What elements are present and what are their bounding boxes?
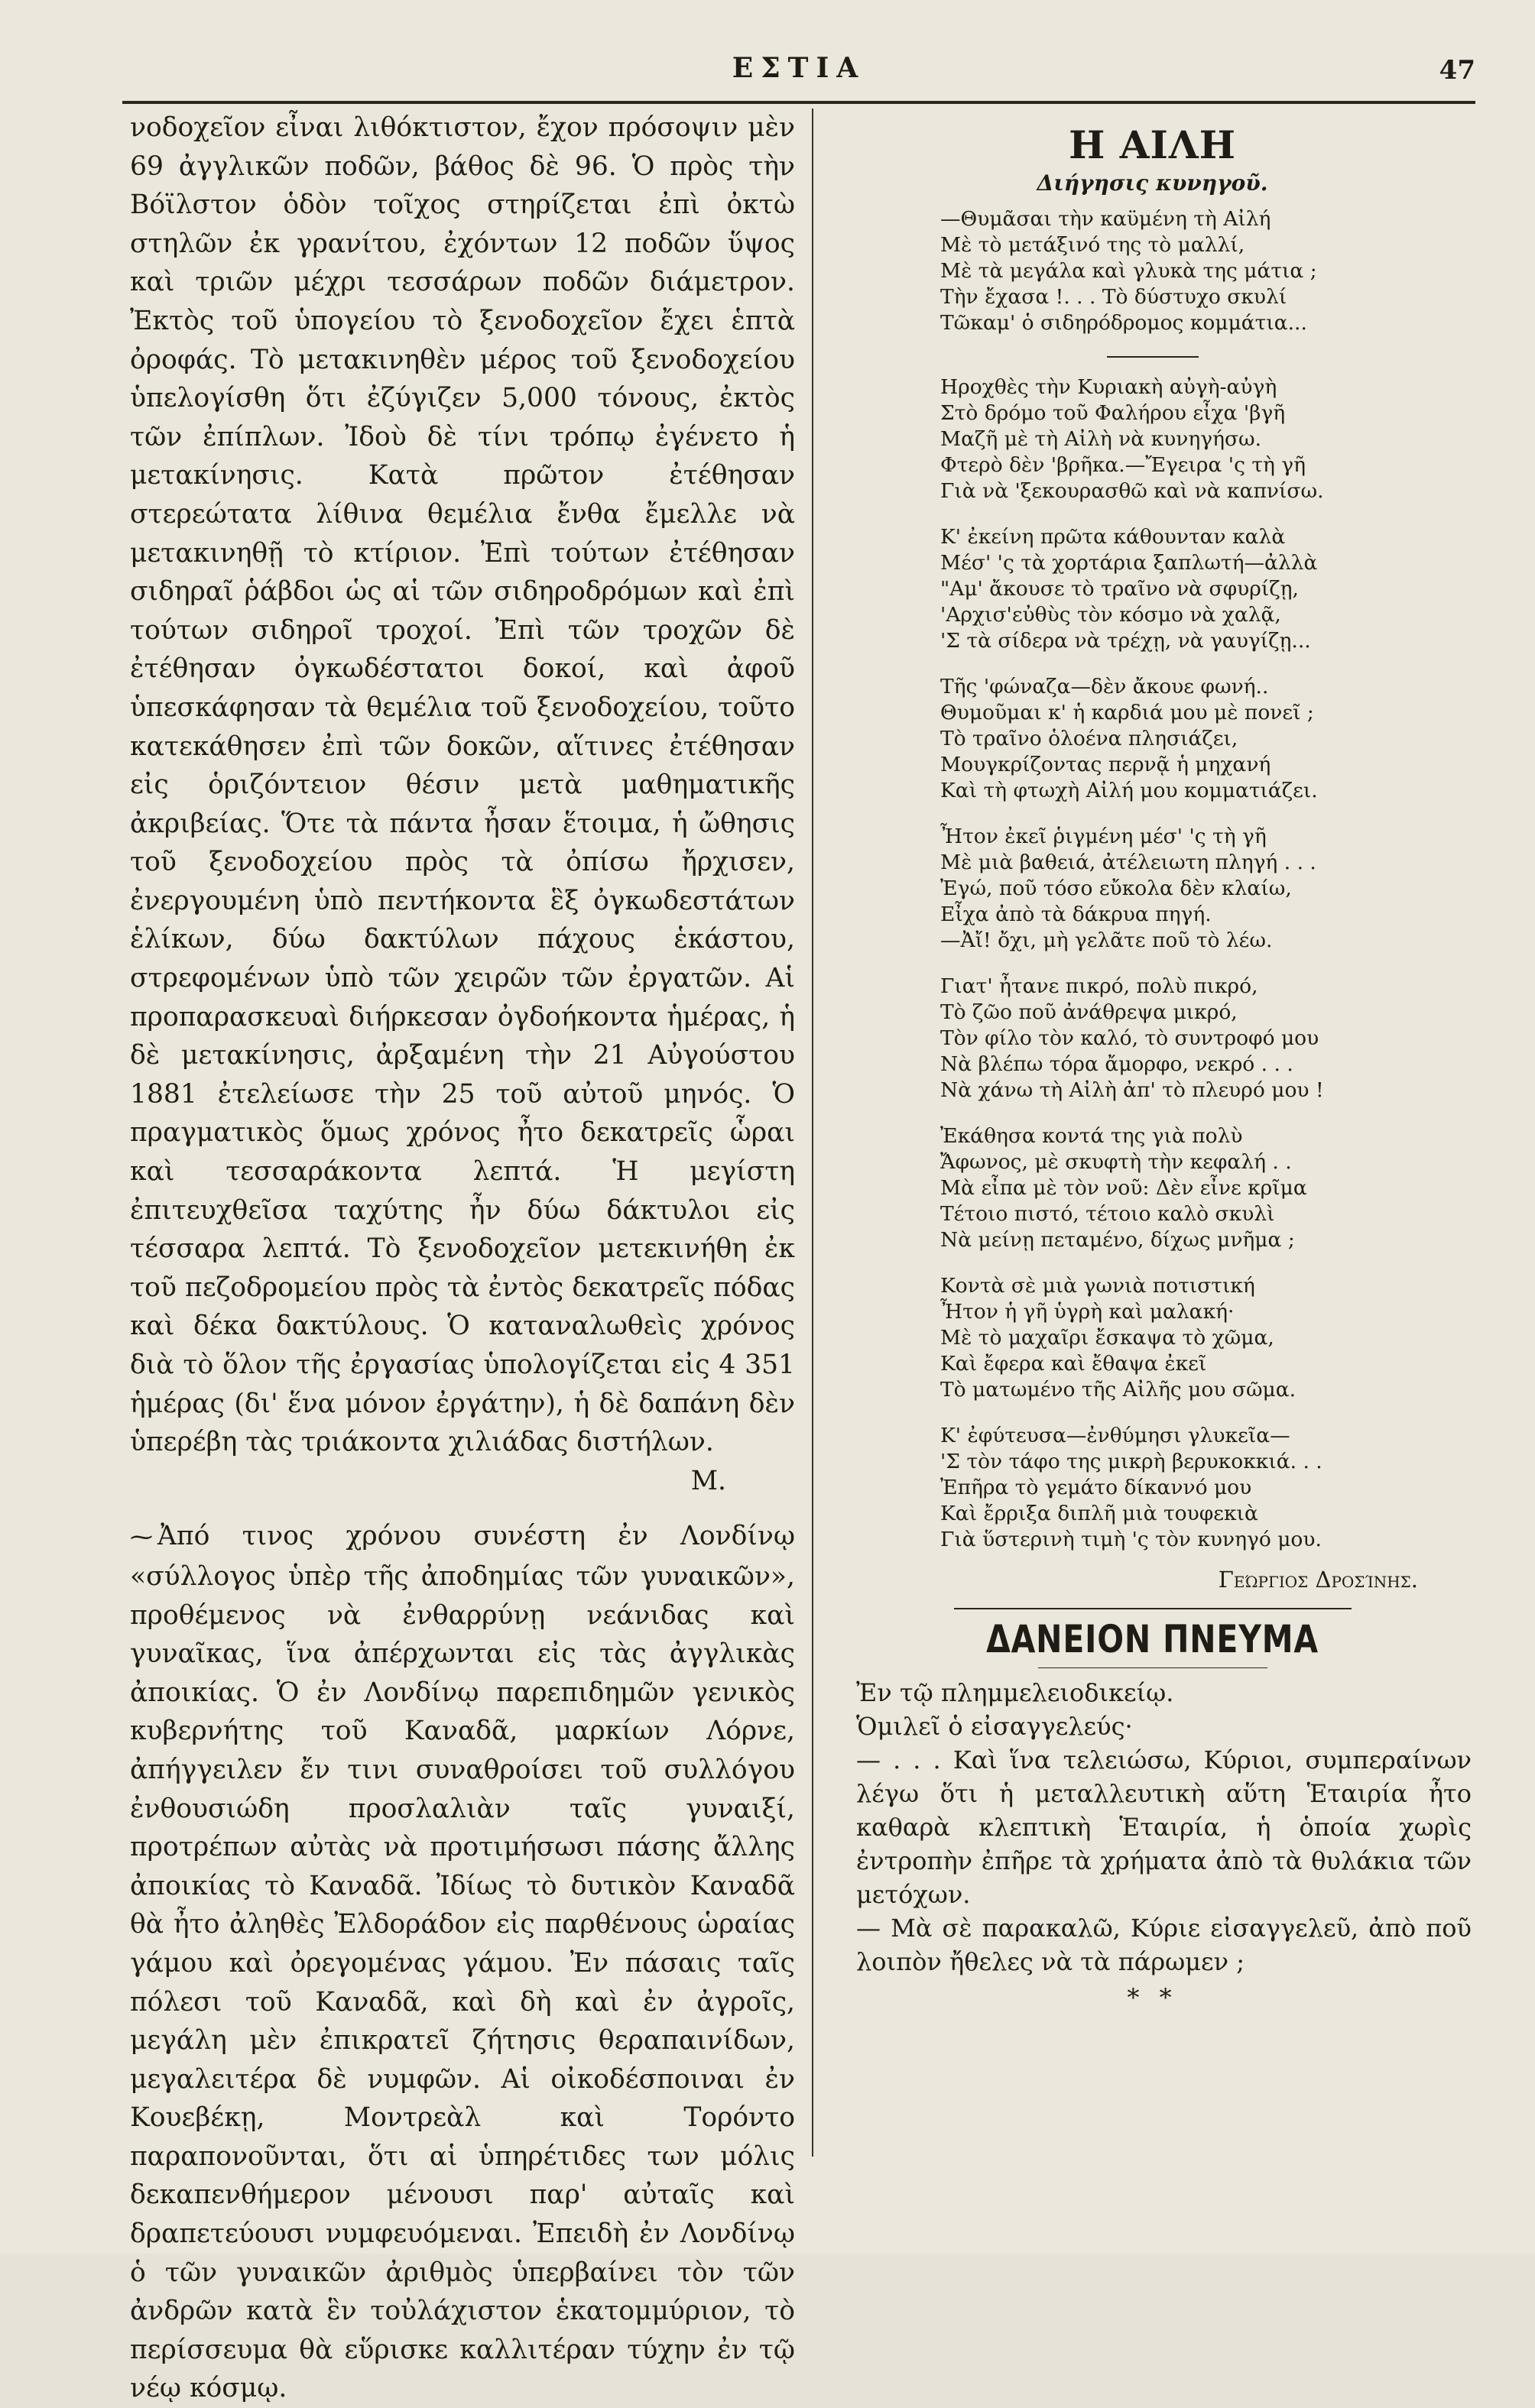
poem-line: Ἦτον ἡ γῆ ὑγρὴ καὶ μαλακή·	[940, 1300, 1235, 1324]
section-title: ΔΑΝΕΙΟΝ ΠΝΕΥΜΑ	[986, 1617, 1319, 1661]
prosecutor-speech: — . . . Καὶ ἵνα τελειώσω, Κύριοι, συμπεραίνων λέγω ὅτι ἡ μεταλλευτικὴ αὕτη Ἑταιρία ἦτο καθαρὰ κλεπτικὴ Ἑταιρία, ἡ ὁποία χωρὶς ἐντροπὴν ἐπῆρε τὰ χρήματα ἀπὸ τὰ θυλάκια τῶν μετόχων.	[856, 1745, 1472, 1909]
poem-line: Καὶ τὴ φτωχὴ Αἰλή μου κομματιάζει.	[940, 779, 1318, 802]
poem-line: Νὰ χάνω τὴ Αἰλὴ ἀπ' τὸ πλευρό μου !	[940, 1078, 1324, 1102]
poem-line: "Αμ' ἄκουσε τὸ τραῖνο νὰ σφυρίζῃ,	[940, 577, 1299, 601]
hotel-article-text: νοδοχεῖον εἶναι λιθόκτιστον, ἔχον πρόσοψιν μὲν 69 ἀγγλικῶν ποδῶν, βάθος δὲ 96. Ὁ πρὸς τὴν Βόϊλστον ὁδὸν τοῖχος στηρίζεται ἐπὶ ὀκτὼ στηλῶν ἐκ γρανίτου, ἐχόντων 12 ποδῶν ὕψος καὶ τριῶν μέχρι τεσσάρων ποδῶν διάμετρον. Ἐκτὸς τοῦ ὑπογείου τὸ ξενοδοχεῖον ἔχει ἑπτὰ ὀροφάς. Τὸ μετακινηθὲν μέρος τοῦ ξενοδοχείου ὑπελογίσθη ὅτι ἐζύγιζεν 5,000 τόνους, ἐκτὸς τῶν ἐπίπλων. Ἰδοὺ δὲ τίνι τρόπῳ ἐγένετο ἡ μετακίνησις. Κατὰ πρῶτον ἐτέθησαν στερεώτατα λίθινα θεμέλια ἔνθα ἔμελλε νὰ μετακινηθῇ τὸ κτίριον. Ἐπὶ τούτων ἐτέθησαν σιδηραῖ ῥάβδοι ὡς αἱ τῶν σιδηροδρόμων καὶ ἐπὶ τούτων σιδηροῖ τροχοί. Ἐπὶ τῶν τροχῶν δὲ ἐτέθησαν ὀγκωδέστατοι δοκοί, καὶ ἀφοῦ ὑπεσκάφησαν τὰ θεμέλια τοῦ ξενοδοχείου, τοῦτο κατεκάθησεν ἐπὶ τῶν δοκῶν, αἵτινες ἐτέθησαν εἰς ὁριζόντειον θέσιν μετὰ μαθηματικῆς ἀκριβείας. Ὅτε τὰ πάντα ἦσαν ἕτοιμα, ἡ ὤθησις τοῦ ξενοδοχείου πρὸς τὰ ὀπίσω ἤρχισεν, ἐνεργουμένη ὑπὸ πεντήκοντα ἓξ ὀγκωδεστάτων ἑλίκων, δύω δακτύλων πάχους ἑκάστου, στρεφομένων ὑπὸ τῶν χειρῶν τῶν ἐργατῶν. Αἱ προπαρασκευαὶ διήρκεσαν ὀγδοήκοντα ἡμέρας, ἡ δὲ μετακίνησις, ἀρξαμένη τὴν 21 Αὐγούστου 1881 ἐτελείωσε τὴν 25 τοῦ αὐτοῦ μηνός. Ὁ πραγματικὸς ὅμως χρόνος ἦτο δεκατρεῖς ὧραι καὶ τεσσαράκοντα λεπτά. Ἡ μεγίστη ἐπιτευχθεῖσα ταχύτης ἦν δύω δάκτυλοι εἰς τέσσαρα λεπτά. Τὸ ξενοδοχεῖον μετεκινήθη ἐκ τοῦ πεζοδρομείου πρὸς τὰ ἐντὸς δεκατρεῖς πόδας καὶ δέκα δακτύλους. Ὁ καταναλωθεὶς χρόνος διὰ τὸ ὅλον τῆς ἐργασίας ὑπολογίζεται εἰς 4 351 ἡμέρας (δι' ἕνα μόνον ἐργάτην), ἡ δὲ δαπάνη δὲν ὑπερέβη τὰς τριάκοντα χιλιάδας διστήλων.	[130, 112, 795, 1458]
section-rule-top	[954, 1608, 1352, 1609]
poem-stanza	[833, 824, 1472, 954]
poem-line: —Ἀἴ! ὄχι, μὴ γελᾶτε ποῦ τὸ λέω.	[940, 929, 1273, 952]
poem-line: 'Σ τὸν τάφο της μικρὴ βερυκοκκιά. . .	[940, 1450, 1322, 1473]
poem-stanza	[833, 1423, 1472, 1553]
poem-line: 'Αρχισ'εὐθὺς τὸν κόσμο νὰ χαλᾷ,	[940, 603, 1281, 627]
court-setting: Ἐν τῷ πλημμελειοδικείῳ.	[856, 1678, 1174, 1707]
poem-line: Εἶχα ἀπὸ τὰ δάκρυα πηγή.	[940, 903, 1212, 926]
poem-line: Τῶκαμ' ὁ σιδηρόδρομος κομμάτια...	[940, 311, 1307, 335]
hotel-article	[130, 109, 795, 1500]
poem-line: Τὸ τραῖνο ὁλοένα πλησιάζει,	[940, 727, 1238, 750]
page-header	[122, 52, 1475, 98]
stanza-separator	[1107, 356, 1199, 358]
page-number: 47	[1439, 55, 1475, 86]
poem-line: Μαζῆ μὲ τὴ Αἰλὴ νὰ κυνηγήσω.	[940, 427, 1262, 451]
emigration-article-text: Ἀπό τινος χρόνου συνέστη ἐν Λονδίνῳ «σύλλογος ὑπὲρ τῆς ἀποδημίας τῶν γυναικῶν», προθέμενος νὰ ἐνθαρρύνῃ νεάνιδας καὶ γυναῖκας, ἵνα ἀπέρχωνται εἰς τὰς ἀγγλικὰς ἀποικίας. Ὁ ἐν Λονδίνῳ παρεπιδημῶν γενικὸς κυβερνήτης τοῦ Καναδᾶ, μαρκίων Λόρνε, ἀπήγγειλεν ἔν τινι συναθροίσει τοῦ συλλόγου ἐνθουσιώδη προσλαλιὰν ταῖς γυναιξί, προτρέπων αὐτὰς νὰ προτιμήσωσι πάσης ἄλλης ἀποικίας τὸ Καναδᾶ. Ἰδίως τὸ δυτικὸν Καναδᾶ θὰ ἦτο ἀληθὲς Ἐλδοράδον εἰς παρθένους ὡραίας γάμου καὶ ὀρεγομένας γάμου. Ἐν πάσαις ταῖς πόλεσι τοῦ Καναδᾶ, καὶ δὴ καὶ ἐν ἀγροῖς, μεγάλη μὲν ἐπικρατεῖ ζήτησις θεραπαινίδων, μεγαλειτέρα δὲ νυμφῶν. Αἱ οἰκοδέσποιναι ἐν Κουεβέκῃ, Μοντρεὰλ καὶ Τορόντο παραπονοῦνται, ὅτι αἱ ὑπηρέτιδες των μόλις δεκαπενθήμερον μένουσι παρ' αὐταῖς καὶ δραπετεύουσι νυμφευόμεναι. Ἐπειδὴ ἐν Λονδίνῳ ὁ τῶν γυναικῶν ἀριθμὸς ὑπερβαίνει τὸν τῶν ἀνδρῶν κατὰ ἓν τοὐλάχιστον ἑκατομμύριον, τὸ περίσσευμα θὰ εὕρισκε καλλιτέραν τύχην ἐν τῷ νέῳ κόσμῳ.	[130, 1521, 795, 2404]
poem-line: Μουγκρίζοντας περνᾷ ἡ μηχανή	[940, 753, 1271, 776]
end-mark: * *	[1127, 1983, 1178, 2012]
left-column	[130, 109, 795, 2408]
hotel-article-signature: Μ.	[690, 1465, 726, 1496]
poem-line: Μὲ τὸ μετάξινό της τὸ μαλλί,	[940, 233, 1245, 257]
poem-line: Καὶ ἔρριξα διπλῆ μιὰ τουφεκιὰ	[940, 1502, 1258, 1525]
poem-line: Μὲ τὸ μαχαῖρι ἔσκαψα τὸ χῶμα,	[940, 1326, 1274, 1350]
poem-title: Η ΑΙΛΗ	[1069, 122, 1236, 167]
poem-line: —Θυμᾶσαι τὴν καϋμένη τὴ Αἰλή	[940, 207, 1271, 231]
poem-line: Τὸν φίλο τὸν καλό, τὸ συντροφό μου	[940, 1026, 1319, 1050]
poem-author: Γεώργιος Δροσίνης.	[1218, 1567, 1418, 1593]
poem-line: Μὰ εἶπα μὲ τὸν νοῦ: Δὲν εἶνε κρῖμα	[940, 1176, 1307, 1200]
poem-line: Ἐπῆρα τὸ γεμάτο δίκαννό μου	[940, 1476, 1252, 1499]
poem-line: Τὸ ζῶο ποῦ ἀνάθρεψα μικρό,	[940, 1000, 1238, 1024]
section-rule-bottom	[1038, 1667, 1267, 1668]
poem-stanza	[833, 1123, 1472, 1253]
poem-line: Τῆς 'φώναζα—δὲν ἄκουε φωνή..	[940, 675, 1269, 698]
journal-title: ΕΣΤΙΑ	[732, 52, 866, 84]
defendant-reply: — Μὰ σὲ παρακαλῶ, Κύριε εἰσαγγελεῦ, ἀπὸ ποῦ λοιπὸν ἤθελες νὰ τὰ πάρωμεν ;	[856, 1914, 1472, 1976]
right-column	[833, 109, 1472, 2012]
poem-line: Ἦτον ἐκεῖ ῥιγμένη μέσ' 'ς τὴ γῆ	[940, 825, 1267, 848]
poem-line: Φτερὸ δὲν 'βρῆκα.—Ἔγειρα 'ς τὴ γῆ	[940, 453, 1306, 477]
poem-line: Κ' ἐφύτευσα—ἐνθύμησι γλυκεῖα—	[940, 1424, 1290, 1447]
poem-line: Ἐγώ, ποῦ τόσο εὔκολα δὲν κλαίω,	[940, 877, 1292, 900]
poem-line: Τὸ ματωμένο τῆς Αἰλῆς μου σῶμα.	[940, 1378, 1296, 1402]
poem-line: Νὰ βλέπω τόρα ἄμορφο, νεκρό . . .	[940, 1052, 1293, 1076]
poem-line: Γιατ' ἦτανε πικρό, πολὺ πικρό,	[940, 974, 1258, 998]
poem-line: Μὲ τὰ μεγάλα καὶ γλυκὰ της μάτια ;	[940, 259, 1317, 283]
poem-line: Νὰ μείνῃ πεταμένο, δίχως μνῆμα ;	[940, 1228, 1295, 1252]
poem-stanza	[833, 524, 1472, 654]
poem-stanza	[833, 674, 1472, 804]
poem-stanza	[833, 374, 1472, 504]
ornament-icon: ⁓	[130, 1524, 153, 1551]
poem-line: Μὲ μιὰ βαθειά, ἀτέλειωτη πληγή . . .	[940, 851, 1316, 874]
emigration-article	[130, 1517, 795, 2408]
poem-line: Ἄφωνος, μὲ σκυφτὴ τὴν κεφαλή . .	[940, 1150, 1292, 1174]
poem-line: Γιὰ νὰ 'ξεκουρασθῶ καὶ νὰ καπνίσω.	[940, 479, 1324, 503]
poem-line: Γιὰ ὕστερινὴ τιμὴ 'ς τὸν κυνηγό μου.	[940, 1528, 1322, 1551]
poem-line: Τὴν ἔχασα !. . . Τὸ δύστυχο σκυλί	[940, 285, 1287, 309]
header-rule	[122, 101, 1475, 104]
poem-stanza	[833, 1273, 1472, 1403]
poem-line: Ἐκάθησα κοντά της γιὰ πολὺ	[940, 1124, 1243, 1148]
column-divider	[812, 109, 813, 2157]
poem-line: Καὶ ἔφερα καὶ ἔθαψα ἐκεῖ	[940, 1352, 1207, 1376]
poem-line: Κ' ἐκείνη πρῶτα κάθουνταν καλὰ	[940, 525, 1286, 549]
poem-stanza	[833, 206, 1472, 336]
poem-line: Τέτοιο πιστό, τέτοιο καλὸ σκυλὶ	[940, 1202, 1275, 1226]
poem-stanza	[833, 974, 1472, 1104]
poem-line: Μέσ' 'ς τὰ χορτάρια ξαπλωτή—ἀλλὰ	[940, 551, 1318, 575]
poem-line: Θυμοῦμαι κ' ἡ καρδιά μου μὲ πονεῖ ;	[940, 701, 1314, 724]
poem-body	[833, 206, 1472, 1553]
poem-subtitle: Διήγησις κυνηγοῦ.	[1037, 170, 1268, 196]
prosecutor-intro: Ὁμιλεῖ ὁ εἰσαγγελεύς·	[856, 1712, 1133, 1741]
poem-line: 'Σ τὰ σίδερα νὰ τρέχῃ, νὰ γαυγίζῃ...	[940, 629, 1311, 653]
poem-line: Ηροχθὲς τὴν Κυριακὴ αὐγὴ-αὐγὴ	[940, 375, 1277, 399]
poem-line: Στὸ δρόμο τοῦ Φαλήρου εἶχα 'βγῆ	[940, 401, 1286, 425]
poem-line: Κοντὰ σὲ μιὰ γωνιὰ ποτιστική	[940, 1274, 1255, 1298]
